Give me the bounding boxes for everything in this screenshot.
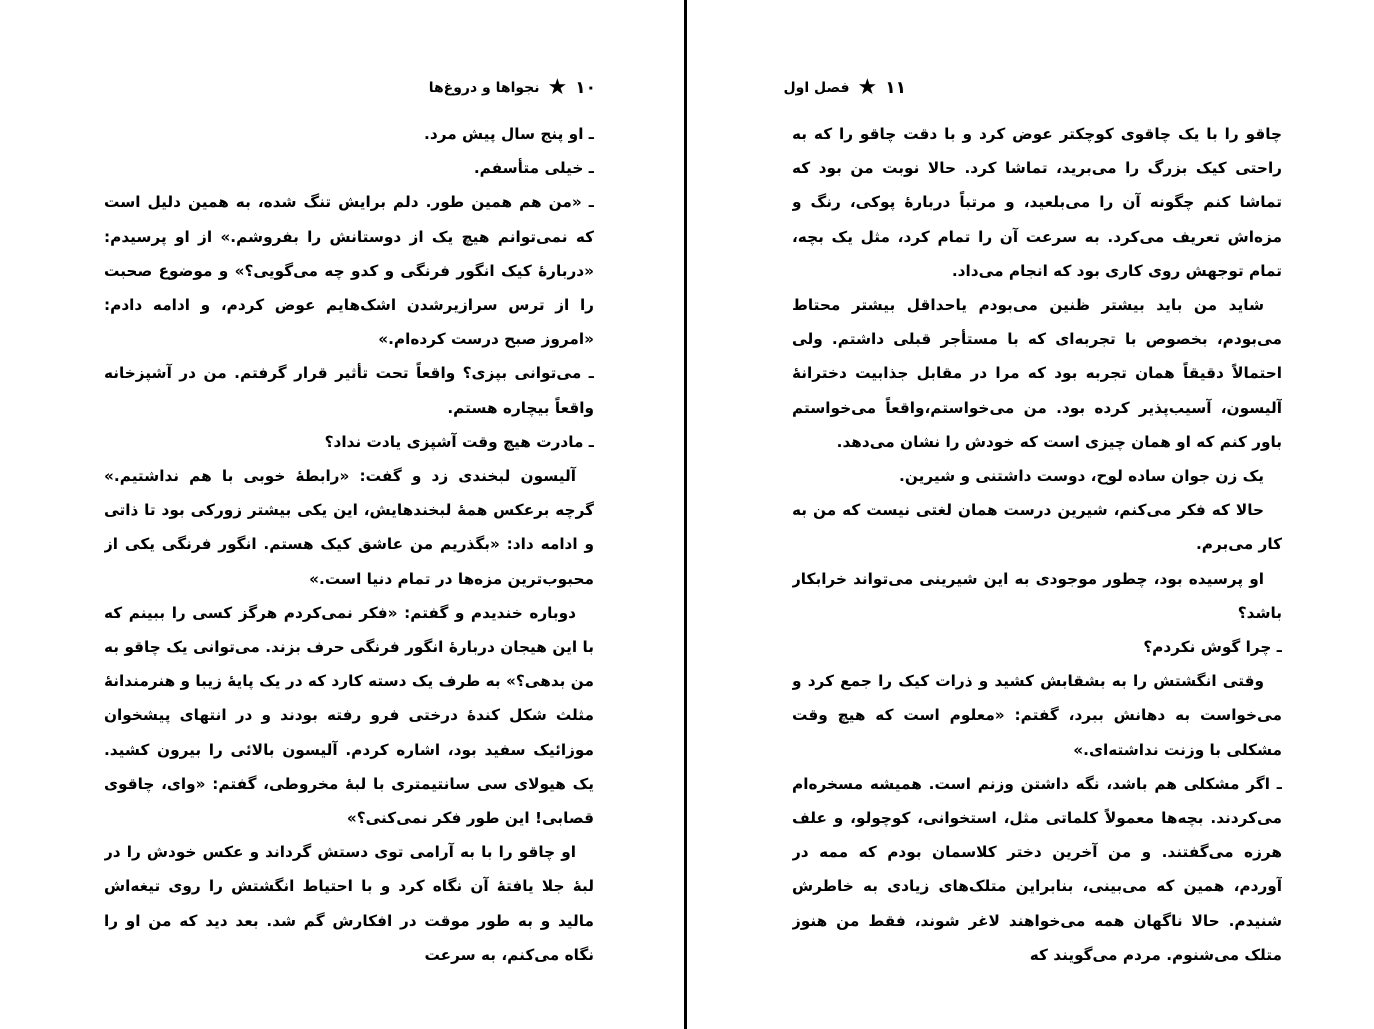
paragraph: ـ خیلی متأسفم.	[473, 159, 594, 178]
star-icon: ★	[547, 75, 568, 100]
right-page-header	[784, 74, 906, 102]
paragraph: ـ اگر مشکلی هم باشد، نگه داشتن وزنم است. همیشه مسخره‌ام می‌کردند. بچه‌ها معمولاً کلماتی مثل، استخوانی، کوچولو، و علف هرزه می‌گفتند. و من آخرین دختر کلاسمان بودم که ممه در آوردم، همین که می‌بینی، بنابراین متلک‌های زیادی به خاطرش شنیدم. حالا ناگهان همه می‌خواهند لاغر شوند، فقط من هنوز متلک می‌شنوم. مردم می‌گویند که	[792, 774, 1282, 964]
paragraph: حالا که فکر می‌کنم، شیرین درست همان لغتی نیست که من به کار می‌برم.	[792, 501, 1282, 554]
paragraph: آلیسون لبخندی زد و گفت: «رابطهٔ خوبی با هم نداشتیم.» گرچه برعکس همهٔ لبخندهایش، این یکی بیشتر زورکی بود تا ذاتی و ادامه داد: «بگذریم من عاشق کیک هستم. انگور فرنگی یکی از محبوب‌ترین مزه‌ها در تمام دنیا است.»	[104, 467, 594, 588]
page-divider	[684, 0, 687, 1029]
left-page-header	[429, 74, 596, 102]
paragraph: چاقو را با یک چاقوی کوچکتر عوض کرد و با دقت چاقو را که به راحتی کیک بزرگ را می‌برید، تماشا کرد. حالا نوبت من بود که تماشا کنم چگونه آن را می‌بلعید، و مرتباً دربارهٔ پوکی، رنگ و مزه‌اش تعریف می‌کرد. به سرعت آن را تمام کرد، مثل یک بچه، تمام توجهش روی کاری بود که انجام می‌داد.	[792, 125, 1282, 280]
paragraph: یک زن جوان ساده لوح، دوست داشتنی و شیرین.	[899, 467, 1264, 486]
paragraph: وقتی انگشتش را به بشقابش کشید و ذرات کیک را جمع کرد و می‌خواست به دهانش ببرد، گفتم: «معلوم است که هیچ وقت مشکلی با وزنت نداشته‌ای.»	[792, 672, 1282, 759]
left-page-number: ١٠	[575, 78, 596, 98]
paragraph: ـ «من هم همین طور. دلم برایش تنگ شده، به همین دلیل است که نمی‌توانم هیچ یک از دوستانش را بفروشم.» از او پرسیدم: «دربارهٔ کیک انگور فرنگی و کدو چه می‌گویی؟» و موضوع صحبت را از ترس سرازیرشدن اشک‌هایم عوض کردم، و ادامه دادم: «امروز صبح درست کرده‌ام.»	[104, 193, 594, 349]
paragraph: دوباره خندیدم و گفتم: «فکر نمی‌کردم هرگز کسی را ببینم که با این هیجان دربارهٔ انگور فرنگی حرف بزند. می‌توانی یک چاقو به من بدهی؟» به طرف یک دسته کارد که در یک پایهٔ زیبا و هنرمندانهٔ مثلث شکل کندهٔ درختی فرو رفته بودند و در انتهای پیشخوان موزائیک سفید بود، اشاره کردم. آلیسون بالائی را بیرون کشید. یک هیولای سی سانتیمتری با لبهٔ مخروطی، گفتم: «وای، چاقوی قصابی! این طور فکر نمی‌کنی؟»	[104, 603, 594, 828]
paragraph: ـ می‌توانی بپزی؟ واقعاً تحت تأثیر قرار گرفتم. من در آشپزخانه واقعاً بیچاره هستم.	[104, 364, 594, 417]
paragraph: ـ مادرت هیچ وقت آشپزی یادت نداد؟	[324, 432, 594, 451]
paragraph: او پرسیده بود، چطور موجودی به این شیرینی می‌تواند خرابکار باشد؟	[792, 569, 1282, 622]
right-page-body	[792, 117, 1282, 969]
left-running-title: نجواها و دروغ‌ها	[428, 80, 540, 96]
left-page-body	[104, 117, 594, 969]
paragraph: او چاقو را با به آرامی توی دستش گرداند و عکس خودش را در لبهٔ جلا یافتهٔ آن نگاه کرد و با احتیاط انگشتش را روی تیغه‌اش مالید و به طور موقت در افکارش گم شد. بعد دید که من او را نگاه می‌کنم، به سرعت	[104, 843, 594, 964]
paragraph: ـ او پنج سال پیش مرد.	[424, 125, 594, 143]
paragraph: ـ چرا گوش نکردم؟	[1143, 638, 1282, 657]
left-page	[0, 0, 686, 1029]
right-running-title: فصل اول	[783, 80, 850, 96]
right-page-number: ١١	[885, 78, 906, 98]
star-icon: ★	[857, 75, 878, 100]
right-page	[688, 0, 1374, 1029]
paragraph: شاید من باید بیشتر ظنین می‌بودم یاحداقل بیشتر محتاط می‌بودم، بخصوص با تجربه‌ای که با مستأجر قبلی داشتم. ولی احتمالاً دقیقاً همان تجربه بود که مرا در مقابل جذابیت دخترانهٔ آلیسون، آسیب‌پذیر کرده بود. من می‌خواستم،واقعاً می‌خواستم باور کنم که او همان چیزی است که خودش را نشان می‌دهد.	[792, 296, 1282, 451]
